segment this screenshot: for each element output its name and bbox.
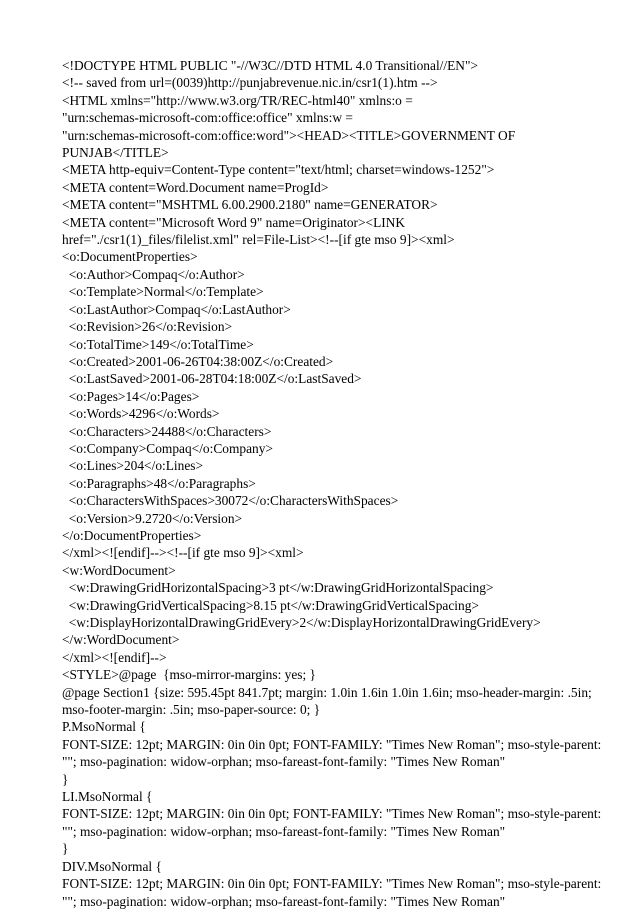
text-line: <META http-equiv=Content-Type content="text/html; charset=windows-1252"> — [62, 162, 495, 178]
text-line: <o:CharactersWithSpaces>30072</o:CharactersWithSpaces> — [62, 493, 399, 509]
text-line: <w:DrawingGridHorizontalSpacing>3 pt</w:DrawingGridHorizontalSpacing> — [62, 580, 494, 596]
text-line: FONT-SIZE: 12pt; MARGIN: 0in 0in 0pt; FONT-FAMILY: "Times New Roman"; mso-style-parent: — [62, 806, 602, 822]
text-line: <o:LastAuthor>Compaq</o:LastAuthor> — [62, 301, 291, 317]
text-line: } — [62, 771, 69, 787]
text-line: P.MsoNormal { — [62, 719, 146, 735]
text-line: <HTML xmlns="http://www.w3.org/TR/REC-html40" xmlns:o = — [62, 92, 413, 108]
text-line: <o:Pages>14</o:Pages> — [62, 388, 200, 404]
text-line: <META content=Word.Document name=ProgId> — [62, 179, 329, 195]
text-line: </xml><![endif]--><!--[if gte mso 9]><xml> — [62, 545, 304, 561]
text-line: FONT-SIZE: 12pt; MARGIN: 0in 0in 0pt; FONT-FAMILY: "Times New Roman"; mso-style-parent: — [62, 876, 602, 892]
text-line: <!DOCTYPE HTML PUBLIC "-//W3C//DTD HTML 4.0 Transitional//EN"> — [62, 58, 478, 73]
text-line: <w:DisplayHorizontalDrawingGridEvery>2</w:DisplayHorizontalDrawingGridEvery> — [62, 615, 541, 630]
text-line: </xml><![endif]--> — [62, 649, 167, 665]
text-line: <o:Version>9.2720</o:Version> — [62, 510, 243, 526]
text-line: ""; mso-pagination: widow-orphan; mso-fareast-font-family: "Times New Roman" — [62, 823, 506, 839]
text-line: <w:WordDocument> — [62, 562, 176, 578]
text-line: <o:TotalTime>149</o:TotalTime> — [62, 336, 254, 352]
text-line: </o:DocumentProperties> — [62, 527, 202, 543]
text-line: <o:LastSaved>2001-06-28T04:18:00Z</o:LastSaved> — [62, 371, 362, 387]
text-line: <o:DocumentProperties> — [62, 249, 198, 265]
text-line: <o:Words>4296</o:Words> — [62, 406, 220, 422]
text-line: ""; mso-pagination: widow-orphan; mso-fareast-font-family: "Times New Roman" — [62, 893, 506, 909]
text-line: <STYLE>@page {mso-mirror-margins: yes; } — [62, 667, 316, 683]
text-line: <o:Template>Normal</o:Template> — [62, 284, 264, 300]
text-line: <!-- saved from url=(0039)http://punjabrevenue.nic.in/csr1(1).htm --> — [62, 75, 438, 91]
text-line: <w:DrawingGridVerticalSpacing>8.15 pt</w:DrawingGridVerticalSpacing> — [62, 597, 479, 613]
text-line: "urn:schemas-microsoft-com:office:word"><HEAD><TITLE>GOVERNMENT OF — [62, 127, 516, 143]
text-line: <o:Characters>24488</o:Characters> — [62, 423, 272, 439]
text-line: <META content="Microsoft Word 9" name=Originator><LINK — [62, 214, 406, 230]
text-line: mso-footer-margin: .5in; mso-paper-source: 0; } — [62, 702, 321, 718]
text-line: href="./csr1(1)_files/filelist.xml" rel=File-List><!--[if gte mso 9]><xml> — [62, 232, 455, 248]
text-line: <o:Created>2001-06-26T04:38:00Z</o:Created> — [62, 353, 334, 369]
document-text — [62, 57, 602, 910]
text-line: PUNJAB</TITLE> — [62, 145, 169, 161]
text-line: DIV.MsoNormal { — [62, 858, 162, 874]
text-line: <o:Author>Compaq</o:Author> — [62, 266, 245, 282]
text-line: </w:WordDocument> — [62, 632, 180, 648]
text-line: <o:Company>Compaq</o:Company> — [62, 440, 273, 456]
text-line: <o:Revision>26</o:Revision> — [62, 319, 233, 335]
text-line: @page Section1 {size: 595.45pt 841.7pt; margin: 1.0in 1.6in 1.0in 1.6in; mso-header-margin: .5in; — [62, 684, 592, 700]
text-line: LI.MsoNormal { — [62, 789, 153, 805]
text-line: <o:Paragraphs>48</o:Paragraphs> — [62, 475, 256, 491]
text-line: "urn:schemas-microsoft-com:office:office" xmlns:w = — [62, 110, 353, 126]
text-line: <META content="MSHTML 6.00.2900.2180" name=GENERATOR> — [62, 197, 438, 213]
text-line: FONT-SIZE: 12pt; MARGIN: 0in 0in 0pt; FONT-FAMILY: "Times New Roman"; mso-style-parent: — [62, 736, 602, 752]
text-line: ""; mso-pagination: widow-orphan; mso-fareast-font-family: "Times New Roman" — [62, 754, 506, 770]
text-line: <o:Lines>204</o:Lines> — [62, 458, 204, 474]
text-line: } — [62, 841, 69, 857]
